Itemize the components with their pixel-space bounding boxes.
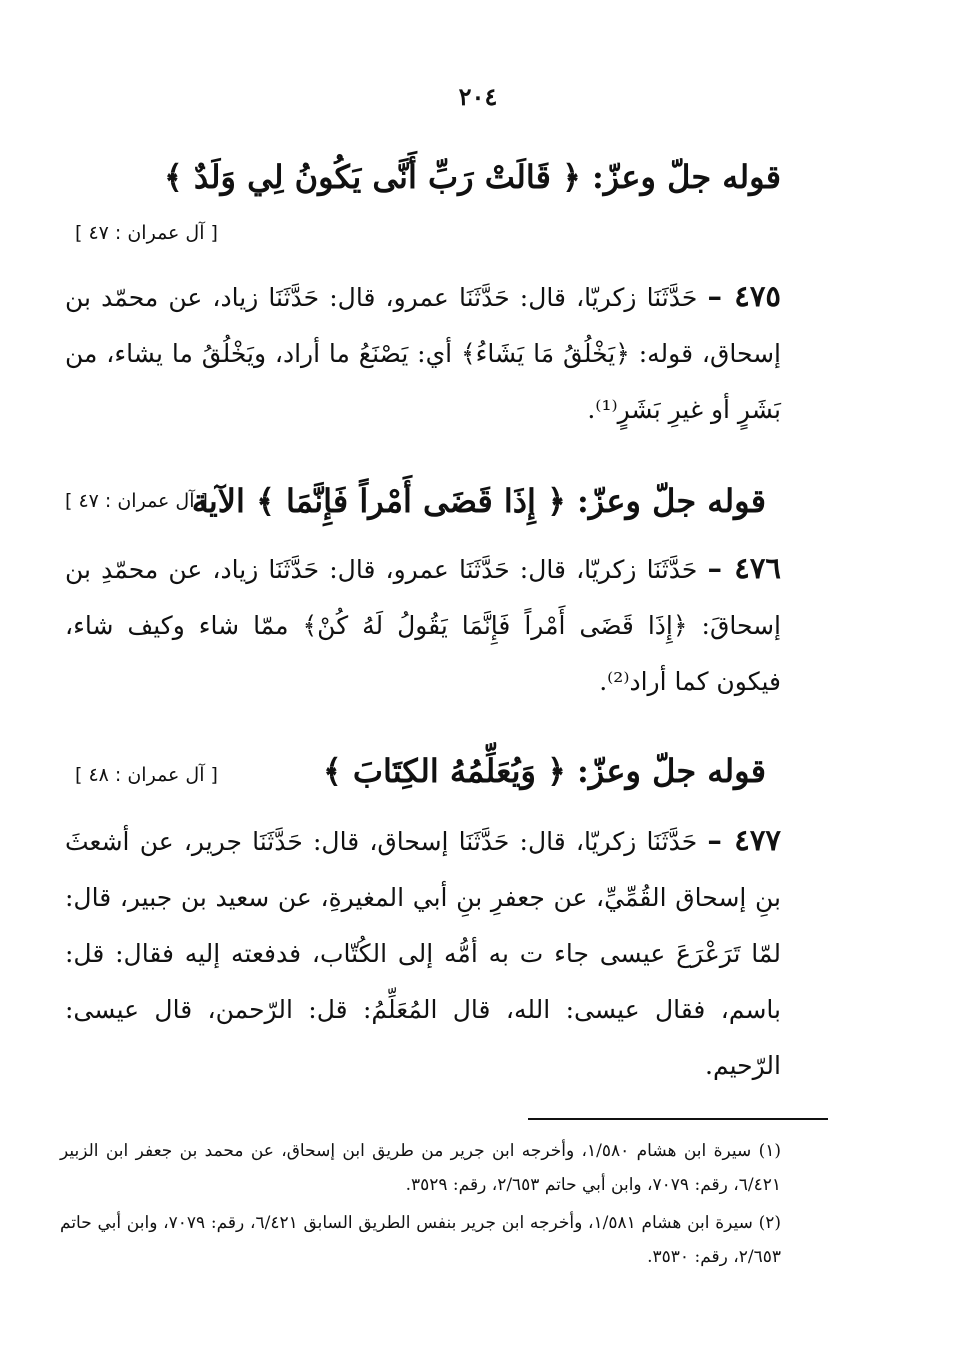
paragraph-number: ٤٧٦ –	[707, 551, 781, 585]
verse-reference-3: [ آل عمران : ٤٨ ]	[75, 764, 218, 786]
page-number: ٢٠٤	[458, 82, 498, 111]
section-heading-1: قوله جلّ وعزّ: ﴿ قَالَتْ رَبِّ أَنَّى يَكُونُ لِي وَلَدٌ ﴾	[164, 158, 781, 196]
paragraph-text: حَدَّثَنَا زكريّا، قال: حَدَّثَنَا عمرو، قال: حَدَّثَنَا زياد، عن محمّد بن إسحاق، قوله: ﴿يَخْلُقُ مَا يَشَاءُ﴾ أي: يَصْنَعُ ما أراد، ويَخْلُقُ ما يشاء، من بَشَرٍ أو غيرِ بَشَرٍ⁽¹⁾.	[65, 283, 781, 424]
paragraph-476	[65, 540, 781, 710]
paragraph-text: حَدَّثَنَا زكريّا، قال: حَدَّثَنَا إسحاق، قال: حَدَّثَنَا جرير، عن أشعثَ بنِ إسحاق القُمِّيِّ، عن جعفرِ بنِ أبي المغيرةِ، عن سعيد بن جبير، قال: لمّا تَرَعْرَعَ عيسى جاء ت به أمُّه إلى الكُتّاب، فدفعته إليه فقال: قل: باسم، فقال عيسى: الله، قال المُعَلِّمُ: قل: الرّحمن، قال عيسى: الرّحيم.	[65, 827, 781, 1080]
section-heading-3: قوله جلّ وعزّ: ﴿ وَيُعَلِّمُهُ الكِتَابَ ﴾	[323, 752, 766, 790]
verse-reference-2: [ آل عمران : ٤٧ ]	[65, 490, 208, 512]
footnotes	[60, 1134, 781, 1278]
paragraph-number: ٤٧٥ –	[707, 279, 781, 313]
paragraph-477	[65, 812, 781, 1094]
footnote-1: (١) سيرة ابن هشام ١/٥٨٠، وأخرجه ابن جرير من طريق ابن إسحاق، عن محمد بن جعفر ابن الزبير ٦/٤٢١، رقم: ٧٠٧٩، وابن أبي حاتم ٢/٦٥٣، رقم: ٣٥٢٩.	[60, 1141, 781, 1195]
footnote-2: (٢) سيرة ابن هشام ١/٥٨١، وأخرجه ابن جرير بنفس الطريق السابق ٦/٤٢١، رقم: ٧٠٧٩، وابن أبي حاتم ٢/٦٥٣، رقم: ٣٥٣٠.	[60, 1213, 782, 1267]
section-heading-2: قوله جلّ وعزّ: ﴿ إِذَا قَضَى أَمْراً فَإِنَّمَا ﴾ الآية	[191, 482, 766, 520]
paragraph-text: حَدَّثَنَا زكريّا، قال: حَدَّثَنَا عمرو، قال: حَدَّثَنَا زياد، عن محمّدِ بن إسحاقَ: ﴿إِذَا قَضَى أَمْراً فَإِنَّمَا يَقُولُ لَهُ كُنْ﴾ ممّا شاء وكيف شاء، فيكون كما أراد⁽²⁾.	[65, 555, 781, 696]
paragraph-475	[65, 268, 781, 438]
paragraph-number: ٤٧٧ –	[707, 823, 781, 857]
verse-reference-1: [ آل عمران : ٤٧ ]	[75, 222, 218, 244]
footnote-divider	[528, 1118, 828, 1120]
